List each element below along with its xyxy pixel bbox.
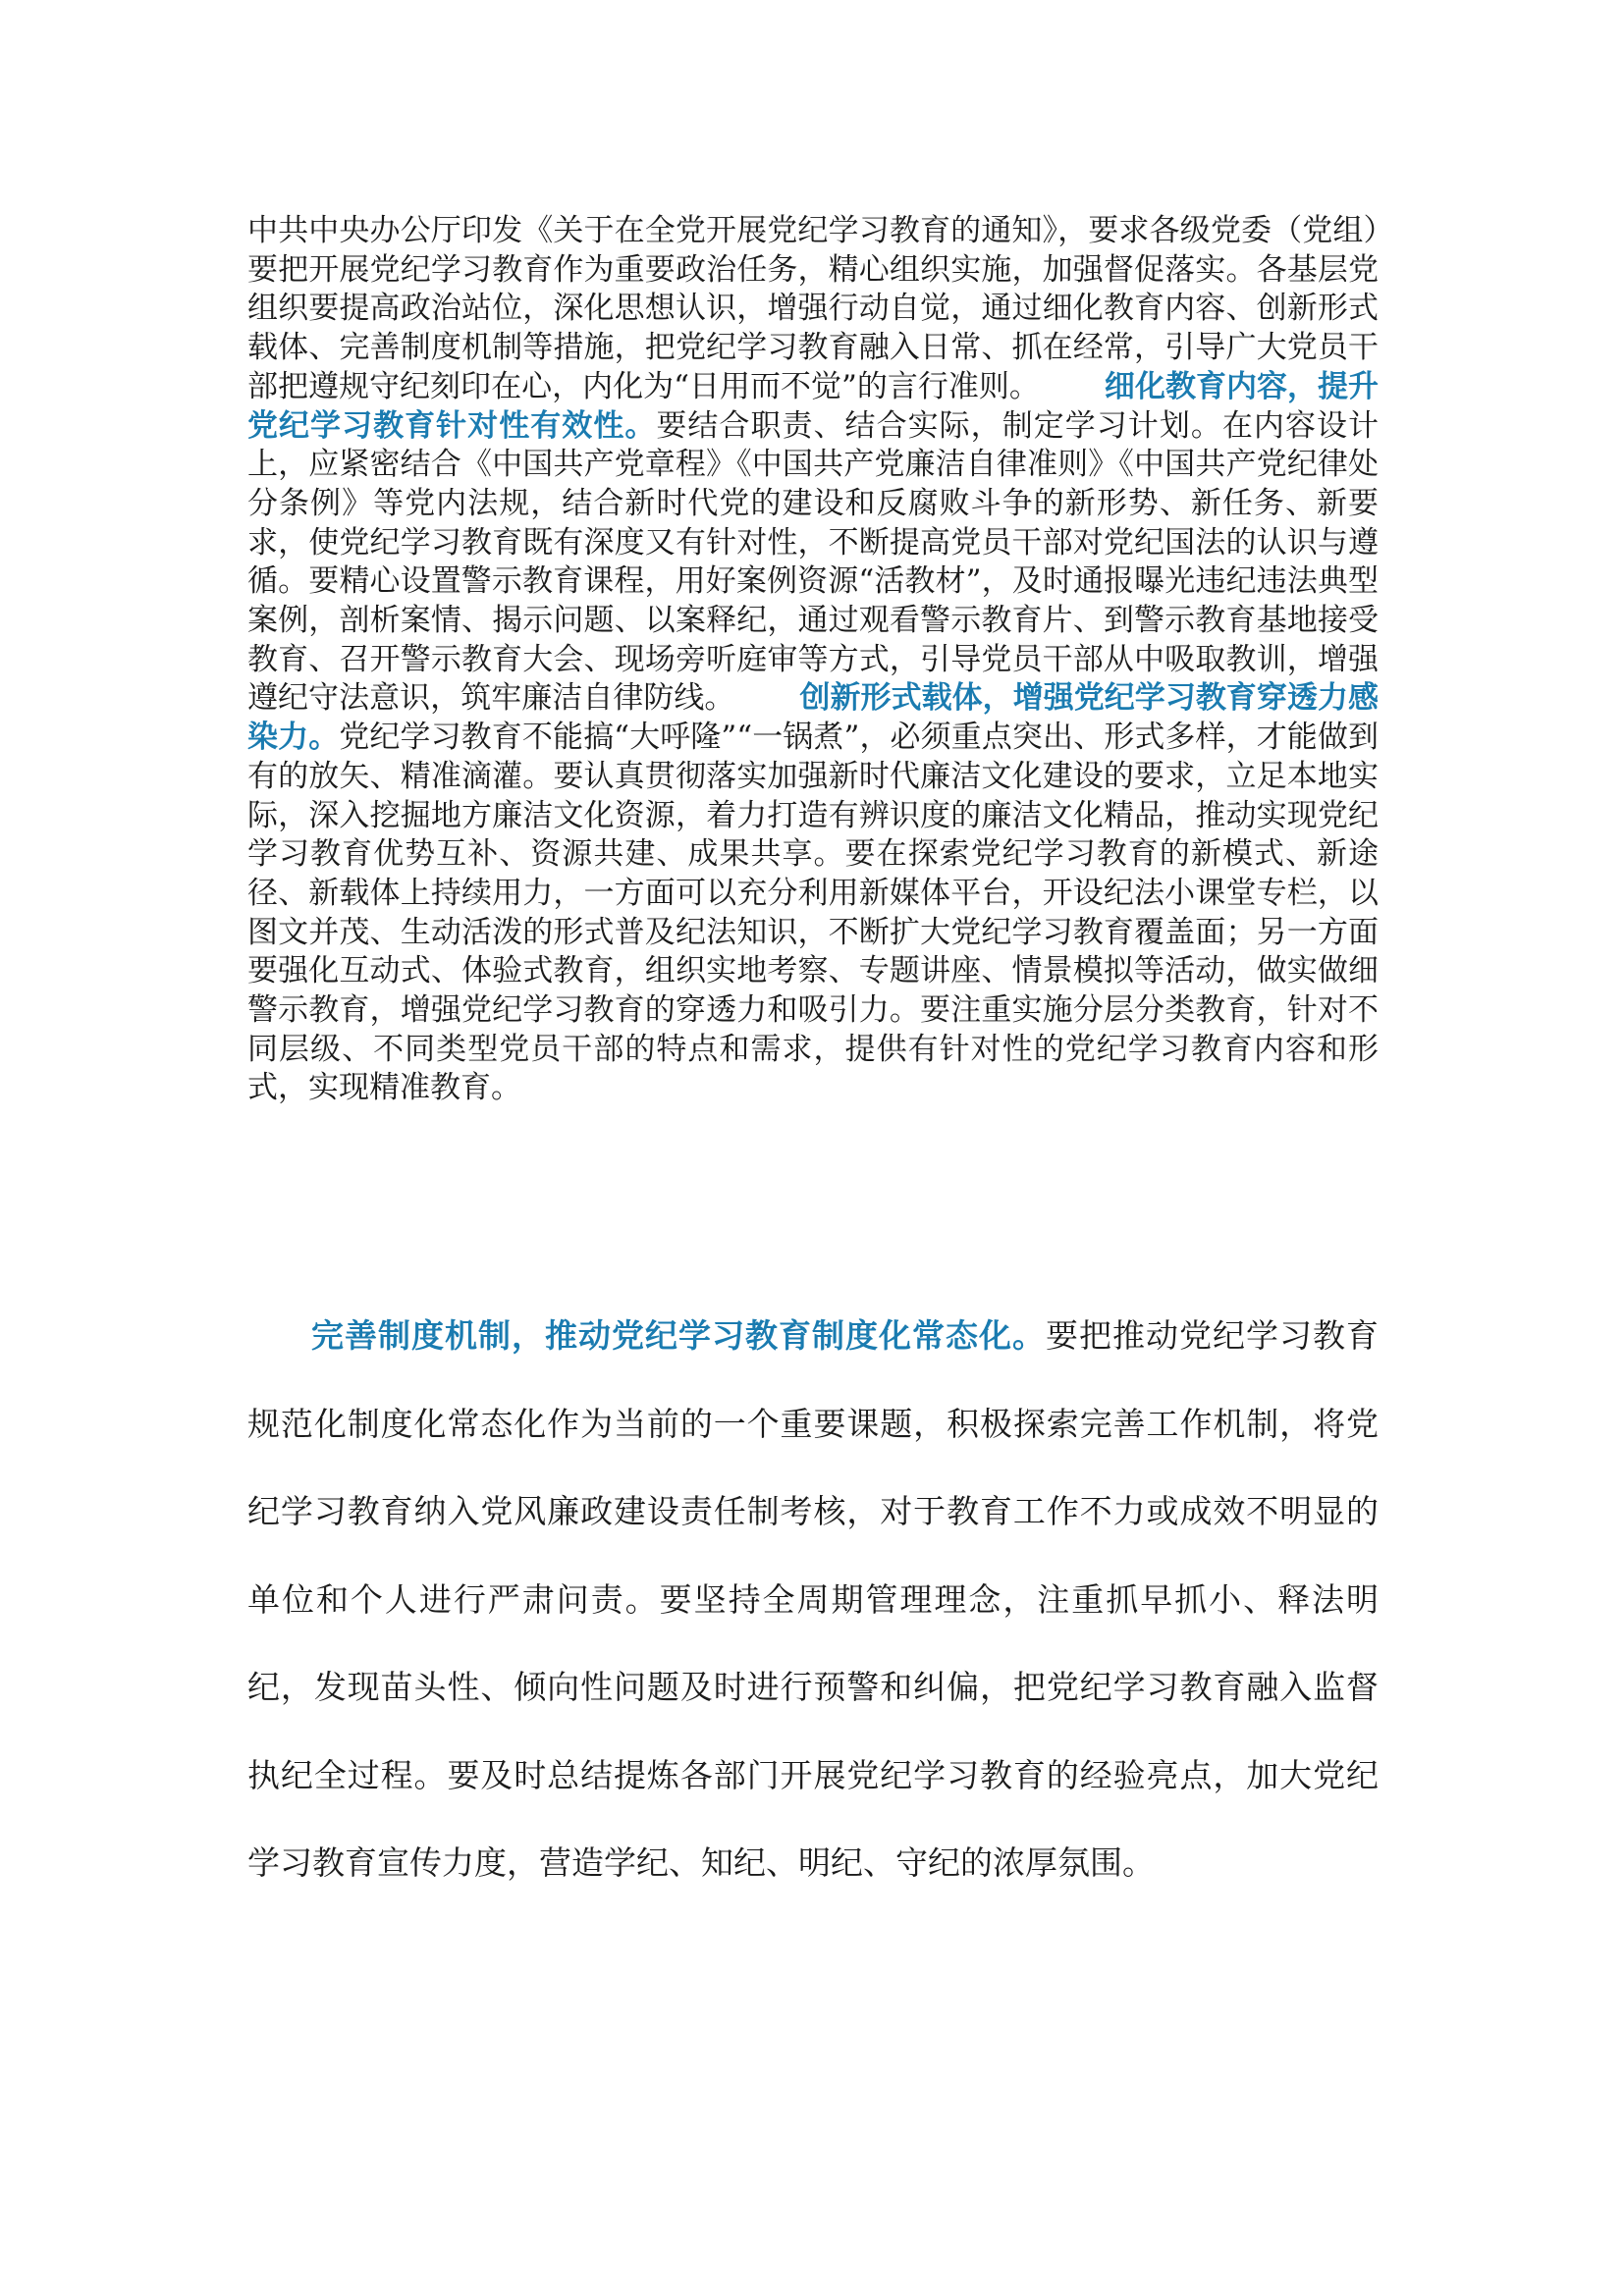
section2-body: 党纪学习教育不能搞“大呼隆”“一锅煮”，必须重点突出、形式多样，才能做到有的放矢、精准滴灌。要认真贯彻落实加强新时代廉洁文化建设的要求，立足本地实际，深入挖掘地方廉洁文化资源，着力打造有辨识度的廉洁文化精品，推动实现党纪学习教育优势互补、资源共建、成果共享。要在探索党纪学习教育的新模式、新途径、新载体上持续用力，一方面可以充分利用新媒体平台，开设纪法小课堂专栏，以图文并茂、生动活泼的形式普及纪法知识，不断扩大党纪学习教育覆盖面；另一方面要强化互动式、体验式教育，组织实地考察、专题讲座、情景模拟等活动，做实做细警示教育，增强党纪学习教育的穿透力和吸引力。要注重实施分层分类教育，针对不同层级、不同类型党员干部的特点和需求，提供有针对性的党纪学习教育内容和形式，实现精准教育。 [247,720,1380,1106]
section2-heading: 创新形式载体，增强党纪学习教育穿透力感染力。 [247,680,1380,756]
upper-text-block [247,212,1379,1108]
section1-heading: 细化教育内容，提升党纪学习教育针对性有效性。 [247,368,1379,444]
section3-body: 要把推动党纪学习教育规范化制度化常态化作为当前的一个重要课题，积极探索完善工作机制，将党纪学习教育纳入党风廉政建设责任制考核，对于教育工作不力或成效不明显的单位和个人进行严肃问责。要坚持全周期管理理念，注重抓早抓小、释法明纪，发现苗头性、倾向性问题及时进行预警和纠偏，把党纪学习教育融入监督执纪全过程。要及时总结提炼各部门开展党纪学习教育的经验亮点，加大党纪学习教育宣传力度，营造学纪、知纪、明纪、守纪的浓厚氛围。 [247,1316,1379,1882]
section1-body: 要结合职责、结合实际，制定学习计划。在内容设计上，应紧密结合《中国共产党章程》《中国共产党廉洁自律准则》《中国共产党纪律处分条例》等党内法规，结合新时代党的建设和反腐败斗争的新形势、新任务、新要求，使党纪学习教育既有深度又有针对性，不断提高党员干部对党纪国法的认识与遵循。要精心设置警示教育课程，用好案例资源“活教材”，及时通报曝光违纪违法典型案例，剖析案情、揭示问题、以案释纪，通过观看警示教育片、到警示教育基地接受教育、召开警示教育大会、现场旁听庭审等方式，引导党员干部从中吸取教训，增强遵纪守法意识，筑牢廉洁自律防线。 [247,407,1380,717]
section3-heading: 完善制度机制，推动党纪学习教育制度化常态化。 [310,1316,1046,1355]
lower-text-block [247,1292,1379,1907]
intro-paragraph: 中共中央办公厅印发《关于在全党开展党纪学习教育的通知》，要求各级党委（党组）要把开展党纪学习教育作为重要政治任务，精心组织实施，加强督促落实。各基层党组织要提高政治站位，深化思想认识，增强行动自觉，通过细化教育内容、创新形式载体、完善制度机制等措施，把党纪学习教育融入日常、抓在经常，引导广大党员干部把遵规守纪刻印在心，内化为“日用而不觉”的言行准则。 [247,213,1379,404]
